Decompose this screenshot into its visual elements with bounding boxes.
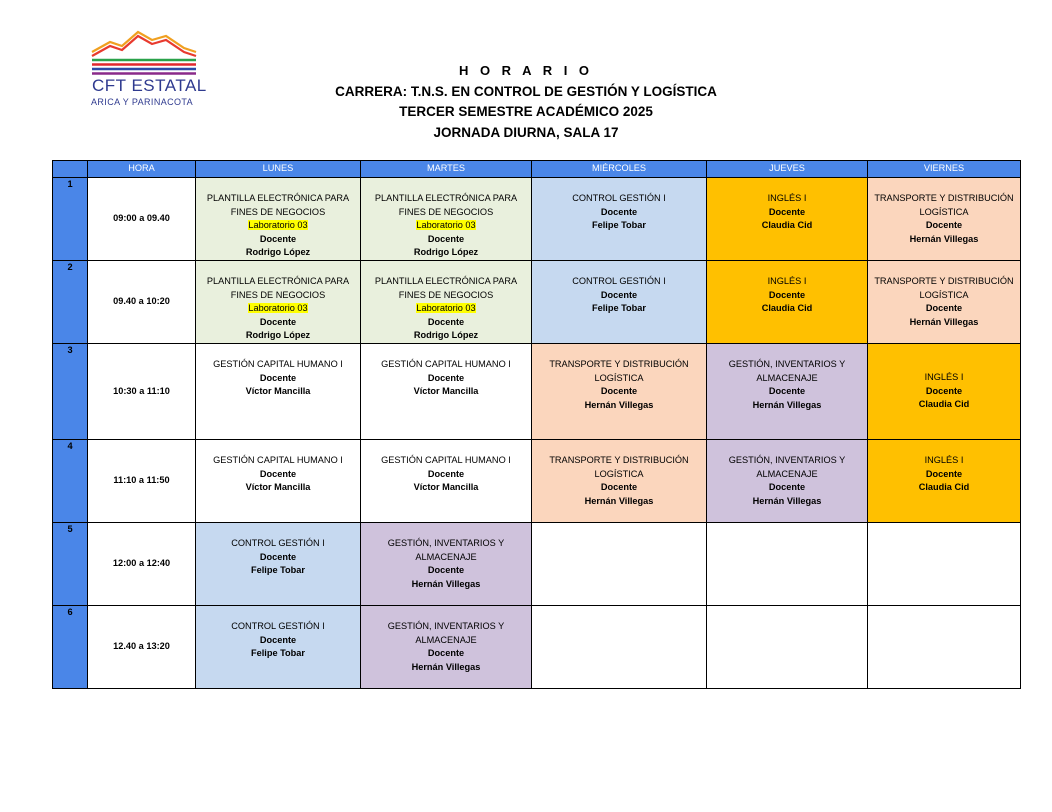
empty-cell	[868, 523, 1021, 606]
class-cell	[361, 261, 532, 344]
subject: GESTIÓN CAPITAL HUMANO I	[381, 455, 511, 465]
teacher-name: Hernán Villegas	[584, 495, 654, 506]
block-number: 6	[53, 606, 88, 689]
teacher-name: Hernán Villegas	[909, 316, 979, 327]
teacher-name: Hernán Villegas	[752, 495, 822, 506]
class-cell	[532, 344, 707, 440]
block-number: 5	[53, 523, 88, 606]
class-cell	[532, 440, 707, 523]
class-cell	[361, 523, 532, 606]
table-row	[53, 261, 1021, 344]
teacher-role: Docente	[768, 289, 806, 300]
block-number: 4	[53, 440, 88, 523]
teacher-name: Víctor Mancilla	[413, 482, 479, 493]
subject: TRANSPORTE Y DISTRIBUCIÓN LOGÍSTICA	[549, 359, 689, 383]
empty-cell	[532, 606, 707, 689]
teacher-role: Docente	[427, 468, 465, 479]
class-cell	[196, 344, 361, 440]
empty-cell	[532, 523, 707, 606]
table-row	[53, 178, 1021, 261]
logo-subtitle: ARICA Y PARINACOTA	[91, 97, 194, 107]
block-number: 1	[53, 178, 88, 261]
subject: CONTROL GESTIÓN I	[231, 538, 325, 548]
subject: INGLÉS I	[767, 193, 807, 203]
teacher-role: Docente	[600, 386, 638, 397]
time-range: 10:30 a 11:10	[88, 344, 196, 440]
teacher-role: Docente	[600, 482, 638, 493]
teacher-name: Felipe Tobar	[592, 303, 646, 314]
header-row	[53, 161, 1021, 178]
class-cell	[532, 261, 707, 344]
class-cell	[196, 261, 361, 344]
subject: PLANTILLA ELECTRÓNICA PARA FINES DE NEGOCIOS	[374, 276, 518, 300]
teacher-role: Docente	[925, 220, 963, 231]
teacher-role: Docente	[768, 482, 806, 493]
class-cell	[196, 440, 361, 523]
teacher-name: Hernán Villegas	[909, 233, 979, 244]
teacher-role: Docente	[427, 372, 465, 383]
document-heading	[0, 61, 1052, 143]
table-row	[53, 523, 1021, 606]
subject: CONTROL GESTIÓN I	[572, 193, 666, 203]
class-cell	[196, 606, 361, 689]
shift-title: JORNADA DIURNA, SALA 17	[433, 124, 619, 140]
col-header-miercoles: MIÉRCOLES	[532, 161, 707, 178]
empty-cell	[868, 606, 1021, 689]
subject: INGLÉS I	[924, 372, 964, 382]
schedule-title: H O R A R I O	[458, 63, 594, 78]
class-cell	[361, 606, 532, 689]
col-header-hora: HORA	[88, 161, 196, 178]
teacher-role: Docente	[925, 303, 963, 314]
time-range: 12:00 a 12:40	[88, 523, 196, 606]
class-cell	[196, 178, 361, 261]
class-cell	[532, 178, 707, 261]
class-cell	[707, 440, 868, 523]
teacher-name: Hernán Villegas	[752, 399, 822, 410]
time-range: 09:00 a 09.40	[88, 178, 196, 261]
teacher-role: Docente	[259, 468, 297, 479]
teacher-role: Docente	[259, 634, 297, 645]
schedule-table	[52, 160, 1021, 689]
teacher-role: Docente	[925, 385, 963, 396]
room: Laboratorio 03	[248, 220, 308, 231]
teacher-name: Víctor Mancilla	[245, 386, 311, 397]
teacher-role: Docente	[427, 233, 465, 244]
block-number: 3	[53, 344, 88, 440]
subject: GESTIÓN CAPITAL HUMANO I	[213, 359, 343, 369]
teacher-role: Docente	[259, 233, 297, 244]
teacher-name: Hernán Villegas	[584, 399, 654, 410]
subject: TRANSPORTE Y DISTRIBUCIÓN LOGÍSTICA	[549, 455, 689, 479]
subject: INGLÉS I	[767, 276, 807, 286]
col-header-viernes: VIERNES	[868, 161, 1021, 178]
teacher-name: Claudia Cid	[761, 220, 813, 231]
time-range: 12.40 a 13:20	[88, 606, 196, 689]
teacher-role: Docente	[259, 551, 297, 562]
teacher-role: Docente	[925, 468, 963, 479]
teacher-role: Docente	[427, 565, 465, 576]
teacher-name: Felipe Tobar	[251, 565, 305, 576]
time-range: 11:10 a 11:50	[88, 440, 196, 523]
room: Laboratorio 03	[416, 303, 476, 314]
empty-cell	[707, 606, 868, 689]
subject: CONTROL GESTIÓN I	[572, 276, 666, 286]
table-row	[53, 606, 1021, 689]
teacher-name: Claudia Cid	[918, 399, 970, 410]
subject: TRANSPORTE Y DISTRIBUCIÓN LOGÍSTICA	[874, 193, 1014, 217]
subject: GESTIÓN, INVENTARIOS Y ALMACENAJE	[728, 455, 846, 479]
teacher-role: Docente	[427, 316, 465, 327]
room: Laboratorio 03	[416, 220, 476, 231]
career-title: CARRERA: T.N.S. EN CONTROL DE GESTIÓN Y LOGÍSTICA	[335, 83, 717, 99]
teacher-role: Docente	[768, 386, 806, 397]
teacher-role: Docente	[427, 648, 465, 659]
class-cell	[196, 523, 361, 606]
class-cell	[868, 440, 1021, 523]
time-range: 09.40 a 10:20	[88, 261, 196, 344]
teacher-name: Claudia Cid	[761, 303, 813, 314]
teacher-name: Felipe Tobar	[251, 648, 305, 659]
teacher-name: Rodrigo López	[413, 330, 479, 341]
col-header-num	[53, 161, 88, 178]
subject: GESTIÓN CAPITAL HUMANO I	[381, 359, 511, 369]
teacher-name: Rodrigo López	[413, 247, 479, 258]
col-header-lunes: LUNES	[196, 161, 361, 178]
class-cell	[361, 440, 532, 523]
teacher-name: Rodrigo López	[245, 330, 311, 341]
teacher-name: Víctor Mancilla	[413, 386, 479, 397]
teacher-role: Docente	[259, 372, 297, 383]
teacher-role: Docente	[600, 289, 638, 300]
col-header-martes: MARTES	[361, 161, 532, 178]
class-cell	[361, 344, 532, 440]
class-cell	[707, 261, 868, 344]
subject: GESTIÓN, INVENTARIOS Y ALMACENAJE	[387, 538, 505, 562]
teacher-name: Hernán Villegas	[411, 578, 481, 589]
subject: PLANTILLA ELECTRÓNICA PARA FINES DE NEGOCIOS	[206, 193, 350, 217]
class-cell	[868, 178, 1021, 261]
semester-title: TERCER SEMESTRE ACADÉMICO 2025	[399, 104, 653, 119]
logo-name: CFT ESTATAL	[92, 76, 207, 95]
subject: GESTIÓN, INVENTARIOS Y ALMACENAJE	[387, 621, 505, 645]
teacher-name: Hernán Villegas	[411, 661, 481, 672]
subject: CONTROL GESTIÓN I	[231, 621, 325, 631]
block-number: 2	[53, 261, 88, 344]
teacher-name: Claudia Cid	[918, 482, 970, 493]
subject: GESTIÓN, INVENTARIOS Y ALMACENAJE	[728, 359, 846, 383]
teacher-role: Docente	[259, 316, 297, 327]
class-cell	[707, 344, 868, 440]
table-row	[53, 440, 1021, 523]
class-cell	[361, 178, 532, 261]
class-cell	[868, 344, 1021, 440]
teacher-role: Docente	[768, 206, 806, 217]
subject: PLANTILLA ELECTRÓNICA PARA FINES DE NEGOCIOS	[206, 276, 350, 300]
teacher-role: Docente	[600, 206, 638, 217]
teacher-name: Víctor Mancilla	[245, 482, 311, 493]
col-header-jueves: JUEVES	[707, 161, 868, 178]
teacher-name: Felipe Tobar	[592, 220, 646, 231]
subject: TRANSPORTE Y DISTRIBUCIÓN LOGÍSTICA	[874, 276, 1014, 300]
table-row	[53, 344, 1021, 440]
class-cell	[868, 261, 1021, 344]
class-cell	[707, 178, 868, 261]
room: Laboratorio 03	[248, 303, 308, 314]
subject: PLANTILLA ELECTRÓNICA PARA FINES DE NEGOCIOS	[374, 193, 518, 217]
subject: INGLÉS I	[924, 455, 964, 465]
teacher-name: Rodrigo López	[245, 247, 311, 258]
subject: GESTIÓN CAPITAL HUMANO I	[213, 455, 343, 465]
empty-cell	[707, 523, 868, 606]
